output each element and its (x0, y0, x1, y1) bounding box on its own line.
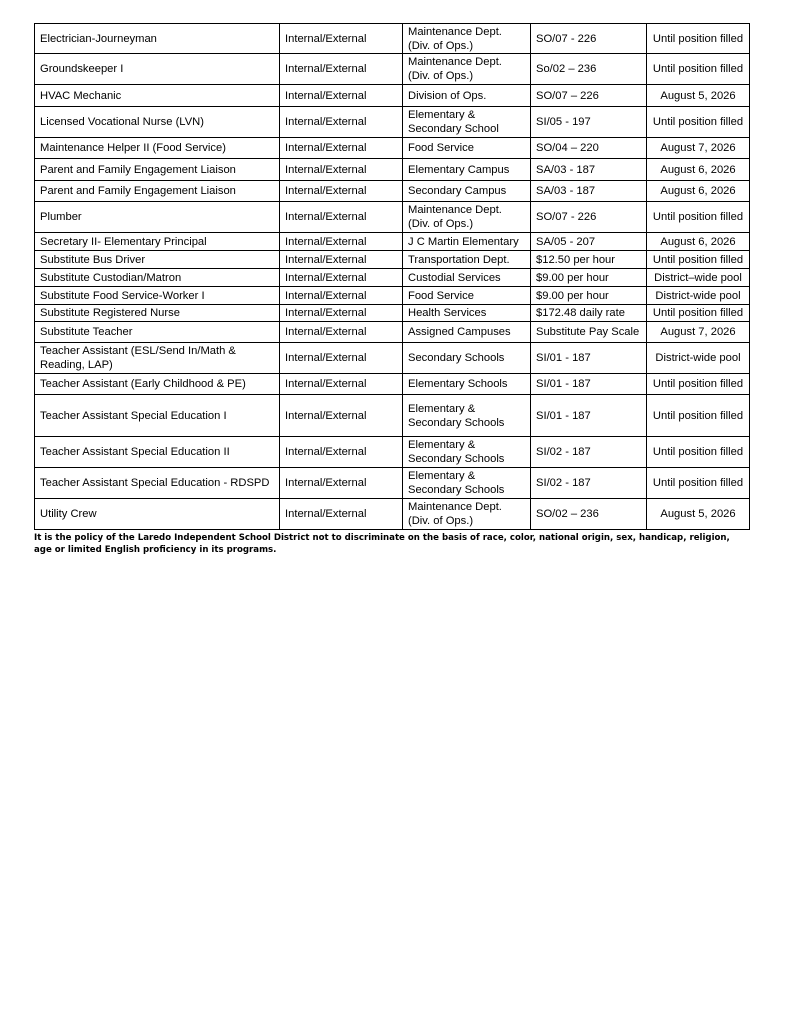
posting-type-cell: Internal/External (280, 233, 403, 251)
deadline-cell: Until position filled (647, 374, 750, 395)
pay-grade-cell: SI/05 - 197 (531, 107, 647, 138)
pay-grade-cell: SA/03 - 187 (531, 159, 647, 181)
location-cell: Elementary & Secondary Schools (403, 468, 531, 499)
pay-grade-cell: SO/07 - 226 (531, 202, 647, 233)
deadline-cell: Until position filled (647, 54, 750, 85)
job-title-cell: Plumber (35, 202, 280, 233)
job-posting-row (35, 322, 750, 343)
job-posting-row (35, 85, 750, 107)
deadline-cell: Until position filled (647, 107, 750, 138)
deadline-cell: District-wide pool (647, 343, 750, 374)
location-cell: Maintenance Dept. (Div. of Ops.) (403, 499, 531, 530)
deadline-cell: Until position filled (647, 468, 750, 499)
posting-type-cell: Internal/External (280, 269, 403, 287)
pay-grade-cell: SI/02 - 187 (531, 437, 647, 468)
posting-type-cell: Internal/External (280, 181, 403, 202)
job-title-cell: Licensed Vocational Nurse (LVN) (35, 107, 280, 138)
posting-type-cell: Internal/External (280, 395, 403, 437)
pay-grade-cell: So/02 – 236 (531, 54, 647, 85)
posting-type-cell: Internal/External (280, 305, 403, 322)
job-posting-row (35, 251, 750, 269)
pay-grade-cell: SO/02 – 236 (531, 499, 647, 530)
location-cell: Secondary Schools (403, 343, 531, 374)
job-posting-row (35, 54, 750, 85)
job-title-cell: Electrician-Journeyman (35, 24, 280, 54)
job-title-cell: Substitute Custodian/Matron (35, 269, 280, 287)
job-title-cell: Teacher Assistant (ESL/Send In/Math & Reading, LAP) (35, 343, 280, 374)
deadline-cell: Until position filled (647, 251, 750, 269)
deadline-cell: August 5, 2026 (647, 499, 750, 530)
job-posting-row (35, 24, 750, 54)
location-cell: Food Service (403, 138, 531, 159)
posting-type-cell: Internal/External (280, 159, 403, 181)
pay-grade-cell: SO/07 – 226 (531, 85, 647, 107)
job-posting-row (35, 202, 750, 233)
non-discrimination-policy-note: It is the policy of the Laredo Independent School District not to discriminate on the basis of race, color, national origin, sex, handicap, religion, age or limited English proficiency in its programs. (34, 533, 730, 555)
job-posting-row (35, 181, 750, 202)
job-title-cell: Substitute Bus Driver (35, 251, 280, 269)
job-posting-row (35, 159, 750, 181)
pay-grade-cell: SA/03 - 187 (531, 181, 647, 202)
posting-type-cell: Internal/External (280, 85, 403, 107)
job-title-cell: Parent and Family Engagement Liaison (35, 159, 280, 181)
job-title-cell: Substitute Food Service-Worker I (35, 287, 280, 305)
deadline-cell: August 7, 2026 (647, 138, 750, 159)
posting-type-cell: Internal/External (280, 202, 403, 233)
deadline-cell: August 6, 2026 (647, 181, 750, 202)
job-title-cell: Teacher Assistant Special Education II (35, 437, 280, 468)
location-cell: Maintenance Dept. (Div. of Ops.) (403, 24, 531, 54)
posting-type-cell: Internal/External (280, 322, 403, 343)
job-title-cell: Utility Crew (35, 499, 280, 530)
pay-grade-cell: $9.00 per hour (531, 287, 647, 305)
job-title-cell: Teacher Assistant Special Education I (35, 395, 280, 437)
location-cell: Assigned Campuses (403, 322, 531, 343)
pay-grade-cell: SI/01 - 187 (531, 374, 647, 395)
job-posting-row (35, 269, 750, 287)
posting-type-cell: Internal/External (280, 107, 403, 138)
pay-grade-cell: SI/02 - 187 (531, 468, 647, 499)
posting-type-cell: Internal/External (280, 343, 403, 374)
job-posting-row (35, 374, 750, 395)
job-postings-table-body (35, 24, 750, 530)
job-title-cell: Secretary II- Elementary Principal (35, 233, 280, 251)
location-cell: Elementary Schools (403, 374, 531, 395)
job-posting-row (35, 233, 750, 251)
posting-type-cell: Internal/External (280, 499, 403, 530)
location-cell: J C Martin Elementary (403, 233, 531, 251)
job-posting-row (35, 138, 750, 159)
job-postings-table (34, 23, 750, 530)
deadline-cell: District-wide pool (647, 287, 750, 305)
job-title-cell: Parent and Family Engagement Liaison (35, 181, 280, 202)
job-posting-row (35, 343, 750, 374)
posting-type-cell: Internal/External (280, 468, 403, 499)
job-title-cell: Groundskeeper I (35, 54, 280, 85)
job-title-cell: HVAC Mechanic (35, 85, 280, 107)
location-cell: Secondary Campus (403, 181, 531, 202)
deadline-cell: Until position filled (647, 202, 750, 233)
location-cell: Maintenance Dept. (Div. of Ops.) (403, 54, 531, 85)
location-cell: Elementary & Secondary Schools (403, 437, 531, 468)
job-posting-row (35, 107, 750, 138)
deadline-cell: August 6, 2026 (647, 233, 750, 251)
pay-grade-cell: SO/07 - 226 (531, 24, 647, 54)
deadline-cell: Until position filled (647, 395, 750, 437)
posting-type-cell: Internal/External (280, 138, 403, 159)
deadline-cell: August 7, 2026 (647, 322, 750, 343)
deadline-cell: August 6, 2026 (647, 159, 750, 181)
job-posting-row (35, 305, 750, 322)
location-cell: Food Service (403, 287, 531, 305)
document-page (34, 23, 750, 556)
deadline-cell: Until position filled (647, 305, 750, 322)
location-cell: Transportation Dept. (403, 251, 531, 269)
job-posting-row (35, 468, 750, 499)
pay-grade-cell: $172.48 daily rate (531, 305, 647, 322)
pay-grade-cell: SI/01 - 187 (531, 343, 647, 374)
deadline-cell: August 5, 2026 (647, 85, 750, 107)
posting-type-cell: Internal/External (280, 287, 403, 305)
deadline-cell: Until position filled (647, 437, 750, 468)
posting-type-cell: Internal/External (280, 374, 403, 395)
job-title-cell: Maintenance Helper II (Food Service) (35, 138, 280, 159)
job-posting-row (35, 437, 750, 468)
pay-grade-cell: $12.50 per hour (531, 251, 647, 269)
job-posting-row (35, 499, 750, 530)
job-title-cell: Teacher Assistant Special Education - RDSPD (35, 468, 280, 499)
pay-grade-cell: SI/01 - 187 (531, 395, 647, 437)
pay-grade-cell: $9.00 per hour (531, 269, 647, 287)
deadline-cell: Until position filled (647, 24, 750, 54)
location-cell: Elementary & Secondary School (403, 107, 531, 138)
posting-type-cell: Internal/External (280, 437, 403, 468)
location-cell: Maintenance Dept. (Div. of Ops.) (403, 202, 531, 233)
location-cell: Division of Ops. (403, 85, 531, 107)
location-cell: Elementary & Secondary Schools (403, 395, 531, 437)
job-title-cell: Substitute Registered Nurse (35, 305, 280, 322)
job-title-cell: Substitute Teacher (35, 322, 280, 343)
location-cell: Health Services (403, 305, 531, 322)
pay-grade-cell: SA/05 - 207 (531, 233, 647, 251)
pay-grade-cell: Substitute Pay Scale (531, 322, 647, 343)
job-posting-row (35, 395, 750, 437)
job-title-cell: Teacher Assistant (Early Childhood & PE) (35, 374, 280, 395)
posting-type-cell: Internal/External (280, 54, 403, 85)
posting-type-cell: Internal/External (280, 24, 403, 54)
location-cell: Elementary Campus (403, 159, 531, 181)
pay-grade-cell: SO/04 – 220 (531, 138, 647, 159)
deadline-cell: District–wide pool (647, 269, 750, 287)
posting-type-cell: Internal/External (280, 251, 403, 269)
job-posting-row (35, 287, 750, 305)
location-cell: Custodial Services (403, 269, 531, 287)
